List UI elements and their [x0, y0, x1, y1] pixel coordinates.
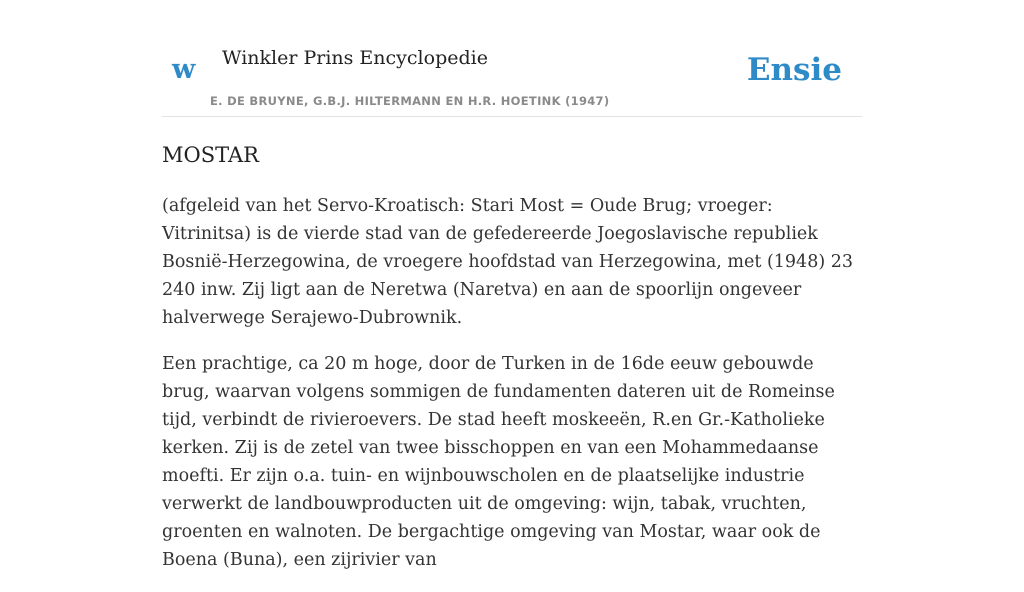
article-paragraph-1: (afgeleid van het Servo-Kroatisch: Stari Most = Oude Brug; vroeger: Vitrinitsa) is de vierde stad van de gefedereerde Joegoslavische republiek Bosnië-Herzegowina, de vroegere hoofdstad van Herzegowina, met (1948) 23 240 inw. Zij ligt aan de Neretwa (Naretva) en aan de spoorlijn ongeveer halverwege Serajewo-Dubrownik.	[162, 196, 853, 328]
book-title[interactable]: Winkler Prins Encyclopedie	[222, 47, 488, 69]
book-authors: E. DE BRUYNE, G.B.J. HILTERMANN EN H.R. HOETINK (1947)	[210, 94, 610, 108]
article-paragraph-2: Een prachtige, ca 20 m hoge, door de Turken in de 16de eeuw gebouwde brug, waarvan volgens sommigen de fundamenten dateren uit de Romeinse tijd, verbindt de rivieroevers. De stad heeft moskeeën, R.en Gr.-Katholieke kerken. Zij is de zetel van twee bisschoppen en van een Mohammedaanse moefti. Er zijn o.a. tuin- en wijnbouwscholen en de plaatselijke industrie verwerkt de landbouwproducten uit de omgeving: wijn, tabak, vruchten, groenten en walnoten. De bergachtige omgeving van Mostar, waar ook de Boena (Buna), een zijrivier van	[162, 354, 835, 570]
article-body	[162, 192, 862, 592]
article-title: MOSTAR	[162, 143, 259, 167]
ensie-brand-link[interactable]: Ensie	[746, 52, 842, 88]
winkler-prins-logo[interactable]: w	[172, 54, 196, 85]
header	[162, 0, 862, 117]
